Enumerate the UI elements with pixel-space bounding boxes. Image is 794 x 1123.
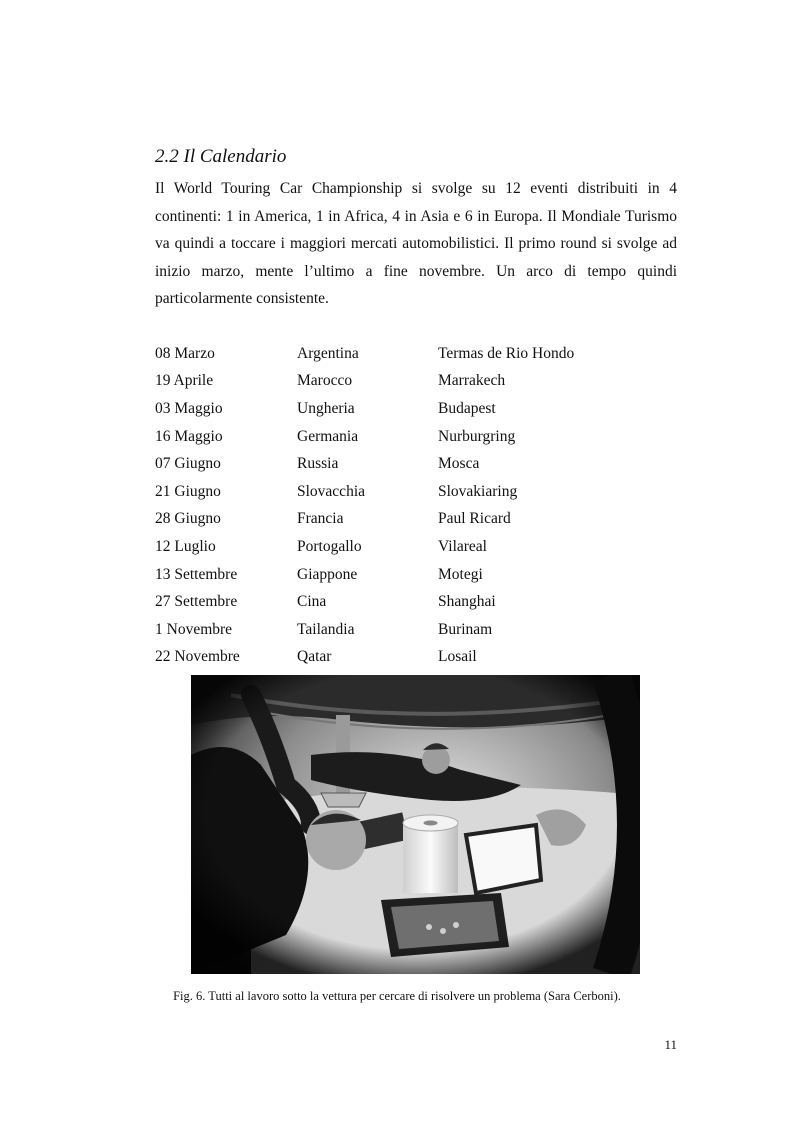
calendar-row: [155, 616, 655, 644]
calendar-row: [155, 395, 655, 423]
calendar-row: [155, 450, 655, 478]
mechanics-photo: [191, 675, 640, 974]
calendar-country: Qatar: [297, 648, 332, 666]
calendar-table: [155, 340, 655, 671]
calendar-date: 13 Settembre: [155, 565, 238, 583]
calendar-country: Francia: [297, 510, 344, 528]
calendar-row: [155, 533, 655, 561]
calendar-country: Russia: [297, 455, 339, 473]
calendar-circuit: Termas de Rio Hondo: [438, 344, 575, 362]
calendar-date: 1 Novembre: [155, 620, 233, 638]
calendar-date: 08 Marzo: [155, 344, 215, 362]
calendar-circuit: Slovakiaring: [438, 482, 518, 500]
calendar-circuit: Burinam: [438, 620, 493, 638]
calendar-row: [155, 561, 655, 589]
calendar-date: 27 Settembre: [155, 593, 238, 611]
figure-caption: Fig. 6. Tutti al lavoro sotto la vettura per cercare di risolvere un problema (Sara Cerboni).: [173, 989, 621, 1003]
page-number: 11: [664, 1037, 677, 1052]
calendar-row: [155, 506, 655, 534]
calendar-row: [155, 368, 655, 396]
calendar-circuit: Motegi: [438, 565, 483, 583]
calendar-date: 28 Giugno: [155, 510, 221, 528]
calendar-circuit: Vilareal: [438, 537, 487, 555]
calendar-circuit: Nurburgring: [438, 427, 516, 445]
calendar-date: 21 Giugno: [155, 482, 221, 500]
calendar-country: Tailandia: [297, 620, 355, 638]
calendar-country: Cina: [297, 593, 327, 611]
calendar-circuit: Mosca: [438, 455, 480, 473]
calendar-date: 16 Maggio: [155, 427, 223, 445]
calendar-circuit: Paul Ricard: [438, 510, 511, 528]
calendar-circuit: Marrakech: [438, 372, 506, 390]
calendar-country: Ungheria: [297, 399, 355, 417]
calendar-row: [155, 340, 655, 368]
calendar-date: 12 Luglio: [155, 537, 216, 555]
calendar-circuit: Losail: [438, 648, 477, 666]
calendar-country: Argentina: [297, 344, 359, 362]
section-heading: 2.2 Il Calendario: [155, 146, 287, 167]
calendar-row: [155, 644, 655, 672]
calendar-row: [155, 423, 655, 451]
calendar-circuit: Shanghai: [438, 593, 496, 611]
calendar-date: 03 Maggio: [155, 399, 223, 417]
calendar-date: 07 Giugno: [155, 455, 221, 473]
calendar-row: [155, 478, 655, 506]
calendar-country: Marocco: [297, 372, 353, 390]
calendar-date: 22 Novembre: [155, 648, 240, 666]
calendar-table-body: [155, 340, 655, 671]
calendar-circuit: Budapest: [438, 399, 496, 417]
photo-illustration: [191, 675, 640, 974]
calendar-country: Giappone: [297, 565, 358, 583]
calendar-country: Slovacchia: [297, 482, 366, 500]
intro-paragraph: Il World Touring Car Championship si svolge su 12 eventi distribuiti in 4 continenti: 1 in America, 1 in Africa, 4 in Asia e 6 in Europa. Il Mondiale Turismo va quindi a toccare i maggiori mercati automobilistici. Il primo round si svolge ad inizio marzo, mente l’ultimo a fine novembre. Un arco di tempo quindi particolarmente consistente.: [155, 180, 677, 308]
calendar-row: [155, 588, 655, 616]
calendar-country: Portogallo: [297, 537, 362, 555]
calendar-date: 19 Aprile: [155, 372, 214, 390]
calendar-country: Germania: [297, 427, 359, 445]
